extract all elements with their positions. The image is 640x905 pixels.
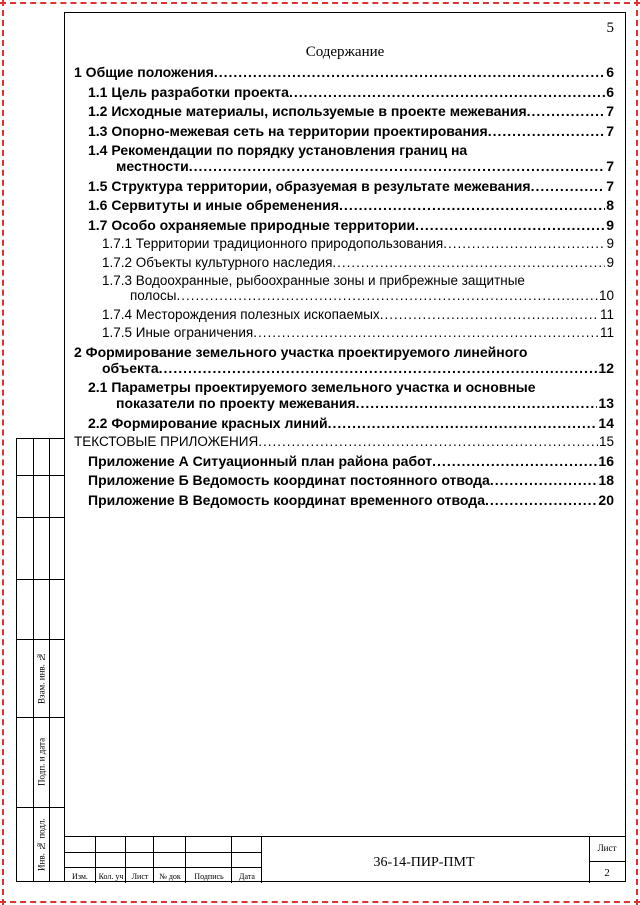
toc-entry-page: 9 — [606, 236, 614, 251]
toc-entry-label: 1.3 Опорно-межевая сеть на территории проектирования — [88, 122, 488, 139]
title-block — [64, 836, 626, 882]
toc-entry[interactable] — [74, 236, 614, 251]
toc-leader-dots — [189, 158, 606, 174]
toc-entry-page: 9 — [606, 254, 614, 270]
toc-entry-label: Приложение В Ведомость координат временного отвода — [88, 491, 485, 508]
toc-entry-label: 1.7.4 Месторождения полезных ископаемых — [102, 306, 380, 322]
toc-entry-label: Приложение Б Ведомость координат постоянного отвода — [88, 472, 490, 488]
toc-entry-label: 1.7.1 Территории традиционного природопользования — [102, 236, 444, 251]
tb-col-izm: Изм. — [72, 872, 88, 881]
toc-entry-label: 1.5 Структура территории, образуемая в результате межевания — [88, 177, 531, 194]
page-number: 5 — [606, 20, 614, 36]
cut-line-left — [2, 0, 4, 905]
toc-entry[interactable] — [74, 325, 614, 340]
tb-col-kol-uch: Кол. уч — [98, 872, 124, 881]
toc-entry[interactable] — [74, 197, 614, 213]
cut-line-top — [0, 2, 640, 4]
toc-entry-page: 13 — [598, 395, 614, 411]
toc-entry[interactable] — [74, 379, 614, 411]
toc-entry-page: 7 — [606, 122, 614, 139]
vzam-inv-label: Взам. инв. № — [36, 651, 47, 705]
toc-entry-label: 1 Общие положения — [74, 64, 214, 80]
toc-leader-dots — [289, 84, 605, 100]
toc-entry[interactable] — [74, 453, 614, 469]
toc-entry-label: 1.7.3 Водоохранные, рыбоохранные зоны и прибрежные защитные — [102, 273, 525, 288]
toc-leader-dots — [531, 178, 606, 194]
toc-entry-label: 1.7.5 Иные ограничения — [102, 325, 254, 340]
tb-col-list: Лист — [131, 872, 149, 881]
toc-leader-dots — [527, 103, 606, 119]
toc-entry-page: 7 — [606, 177, 614, 194]
toc-leader-dots — [432, 453, 597, 469]
toc-leader-dots — [159, 360, 598, 376]
toc-entry-label: 1.2 Исходные материалы, используемые в проекте межевания — [88, 103, 527, 119]
toc-leader-dots — [356, 395, 598, 411]
toc-entry[interactable] — [74, 142, 614, 174]
page-title: Содержание — [305, 44, 385, 60]
toc-leader-dots — [253, 325, 599, 340]
toc-entry-label: 1.6 Сервитуты и иные обременения — [88, 197, 340, 213]
toc-entry[interactable] — [74, 123, 614, 139]
inv-podl-label: Инв. № подл. — [36, 818, 47, 872]
toc-leader-dots — [488, 123, 606, 139]
toc-entry-page: 12 — [598, 359, 614, 376]
toc-entry-label-cont: показатели по проекту межевания — [116, 395, 356, 411]
toc-leader-dots — [443, 236, 605, 251]
toc-entry-page: 16 — [598, 452, 614, 469]
toc-entry[interactable] — [74, 84, 614, 100]
toc-entry[interactable] — [74, 273, 614, 303]
toc-entry-page: 18 — [598, 472, 614, 488]
toc-leader-dots — [258, 434, 598, 449]
podp-data-label: Подп. и дата — [36, 737, 47, 787]
toc-entry-label: 2.1 Параметры проектируемого земельного участка и основные — [88, 379, 536, 395]
toc-entry-page: 20 — [598, 491, 614, 508]
toc-leader-dots — [339, 197, 605, 213]
toc-entry-label: 1.4 Рекомендации по порядку установления границ на — [88, 142, 468, 158]
table-of-contents — [74, 64, 614, 511]
toc-entry-page: 11 — [599, 325, 614, 340]
toc-entry[interactable] — [74, 178, 614, 194]
toc-entry-label: 1.1 Цель разработки проекта — [88, 83, 289, 100]
toc-entry[interactable] — [74, 344, 614, 376]
toc-leader-dots — [415, 217, 605, 233]
toc-entry[interactable] — [74, 255, 614, 270]
toc-entry[interactable] — [74, 103, 614, 119]
toc-entry-page: 15 — [598, 434, 614, 449]
toc-entry-label-cont: местности — [116, 158, 189, 174]
toc-entry-label: Приложение А Ситуационный план района работ — [88, 452, 433, 469]
side-stamp — [16, 438, 64, 882]
toc-entry-page: 14 — [598, 414, 614, 431]
toc-entry-page: 6 — [606, 64, 614, 80]
toc-entry-label: 2 Формирование земельного участка проектируемого линейного — [74, 343, 528, 360]
toc-entry[interactable] — [74, 415, 614, 431]
sheet-label: Лист — [597, 843, 617, 853]
toc-entry-label: ТЕКСТОВЫЕ ПРИЛОЖЕНИЯ — [74, 434, 259, 449]
toc-entry-page: 8 — [606, 197, 614, 213]
cut-line-bottom — [0, 901, 640, 903]
toc-entry-page: 7 — [606, 158, 614, 174]
toc-entry-page: 7 — [606, 103, 614, 119]
tb-col-n-dok: № док — [159, 872, 181, 881]
tb-col-podpis: Подпись — [194, 872, 224, 881]
toc-entry[interactable] — [74, 64, 614, 80]
cut-line-right — [636, 0, 638, 905]
tb-col-data: Дата — [239, 872, 255, 881]
toc-leader-dots — [214, 64, 605, 80]
toc-leader-dots — [177, 288, 598, 303]
toc-entry[interactable] — [74, 307, 614, 322]
toc-entry-page: 6 — [606, 83, 614, 100]
toc-entry-page: 11 — [599, 306, 614, 322]
toc-entry-label: 1.7 Особо охраняемые природные территории — [88, 216, 416, 233]
toc-entry[interactable] — [74, 434, 614, 449]
toc-entry-label: 2.2 Формирование красных линий — [88, 414, 328, 431]
toc-entry[interactable] — [74, 217, 614, 233]
document-code: 36-14-ПИР-ПМТ — [373, 855, 475, 870]
sheet-number: 2 — [604, 867, 610, 879]
toc-entry-label-cont: объекта — [102, 359, 159, 376]
toc-leader-dots — [332, 255, 605, 270]
toc-leader-dots — [380, 307, 599, 322]
toc-entry[interactable] — [74, 472, 614, 488]
toc-entry-label: 1.7.2 Объекты культурного наследия — [102, 254, 333, 270]
toc-entry-page: 9 — [606, 216, 614, 233]
toc-leader-dots — [328, 415, 598, 431]
toc-entry[interactable] — [74, 492, 614, 508]
toc-entry-page: 10 — [598, 288, 614, 303]
toc-leader-dots — [485, 492, 597, 508]
toc-entry-label-cont: полосы — [130, 288, 177, 303]
toc-leader-dots — [490, 472, 598, 488]
